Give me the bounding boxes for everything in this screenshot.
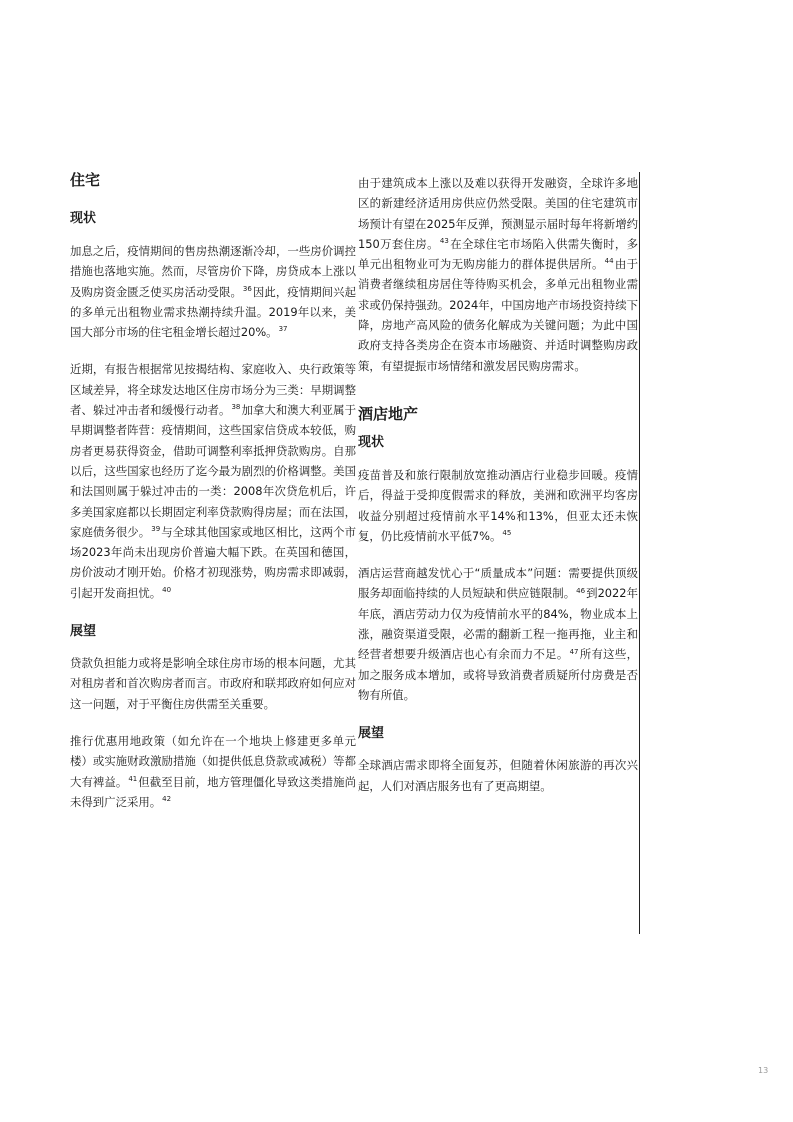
- footnote-ref: 42: [162, 795, 172, 804]
- footnote-ref: 41: [128, 774, 138, 783]
- paragraph: 加息之后，疫情期间的售房热潮逐渐冷却，一些房价调控措施也落地实施。然而，尽管房价下降，房贷成本上涨以及购房资金匮乏使买房活动受限。$^{36}$因此，疫情期间兴起的多单元出租物业需求热潮持续升温。2019年以来，美国大部分市场的住宅租金增长超过20%。$^{37}$: [70, 244, 356, 340]
- footnote-ref: 43: [439, 237, 449, 246]
- paragraph: 全球酒店需求即将全面复苏，但随着休闲旅游的再次兴起，人们对酒店服务也有了更高期望。: [358, 758, 638, 793]
- footnote-ref: 45: [502, 529, 512, 538]
- heading-status: 现状: [358, 434, 385, 450]
- column-divider: [639, 172, 640, 934]
- page-number: 13: [758, 1066, 769, 1075]
- paragraph: 近期，有报告根据常见按揭结构、家庭收入、央行政策等区域差异，将全球发达地区住房市场分为三类：早期调整者、躲过冲击者和缓慢行动者。$^{38}$加拿大和澳大利亚属于早期调整者阵营：疫情期间，这些国家信贷成本较低，购房者更易获得资金，借助可调整利率抵押贷款购房。自那以后，这些国家也经历了迄今最为剧烈的价格调整。美国和法国则属于躲过冲击的一类：2008年次贷危机后，许多美国家庭都以长期固定利率贷款购得房屋；而在法国，家庭债务很少。$^{39}$与全球其他国家或地区相比，这两个市场2023年尚未出现房价普遍大幅下跌。在英国和德国，房价波动才刚开始。价格才初现涨势，购房需求即减弱，引起开发商担忧。$^{40}$: [70, 362, 356, 600]
- paragraph: 疫苗普及和旅行限制放宽推动酒店行业稳步回暖。疫情后，得益于受抑度假需求的释放，美洲和欧洲平均客房收益分别超过疫情前水平14%和13%，但亚太还未恢复，仍比疫情前水平低7%。$^{45}$: [358, 467, 638, 543]
- heading-outlook: 展望: [358, 726, 385, 742]
- right-column: [358, 173, 638, 796]
- footnote-ref: 40: [162, 585, 172, 594]
- heading-status: 现状: [70, 211, 97, 226]
- footnote-ref: 46: [576, 586, 586, 595]
- footnote-ref: 37: [278, 325, 288, 334]
- paragraph: 贷款负担能力或将是影响全球住房市场的根本问题，尤其对租房者和首次购房者而言。市政府和联邦政府如何应对这一问题，对于平衡住房供需至关重要。: [70, 656, 356, 711]
- left-column: [70, 170, 356, 812]
- paragraph: 推行优惠用地政策（如允许在一个地块上修建更多单元楼）或实施财政激励措施（如提供低息贷款或减税）等都大有裨益。$^{41}$但截至目前，地方管理僵化导致这类措施尚未得到广泛采用。$^{42}$: [70, 733, 356, 809]
- paragraph: 酒店运营商越发忧心于“质量成本”问题：需要提供顶级服务却面临持续的人员短缺和供应链限制。$^{46}$到2022年年底，酒店劳动力仅为疫情前水平的84%，物业成本上涨，融资渠道受限，必需的翻新工程一拖再拖，业主和经营者想要升级酒店也心有余而力不足。$^{47}$所有这些，加之服务成本增加，或将导致消费者质疑所付房费是否物有所值。: [358, 566, 638, 702]
- footnote-ref: 36: [242, 284, 252, 293]
- section-title-hotel: 酒店地产: [358, 404, 419, 423]
- paragraph: 由于建筑成本上涨以及难以获得开发融资，全球许多地区的新建经济适用房供应仍然受限。美国的住宅建筑市场预计有望在2025年反弹，预测显示届时每年将新增约150万套住房。$^{43}$在全球住宅市场陷入供需失衡时，多单元出租物业可为无购房能力的群体提供居所。$^{44}$由于消费者继续租房居住等待购买机会，多单元出租物业需求或仍保持强劲。2024年，中国房地产市场投资持续下降，房地产高风险的债务化解成为关键问题；为此中国政府支持各类房企在资本市场融资、并适时调整购房政策，有望提振市场情绪和激发居民购房需求。: [358, 176, 638, 373]
- footnote-ref: 38: [231, 403, 241, 412]
- footnote-ref: 39: [151, 525, 161, 534]
- footnote-ref: 44: [604, 257, 614, 266]
- section-title-housing: 住宅: [70, 171, 101, 189]
- footnote-ref: 47: [569, 647, 579, 656]
- heading-outlook: 展望: [70, 624, 97, 640]
